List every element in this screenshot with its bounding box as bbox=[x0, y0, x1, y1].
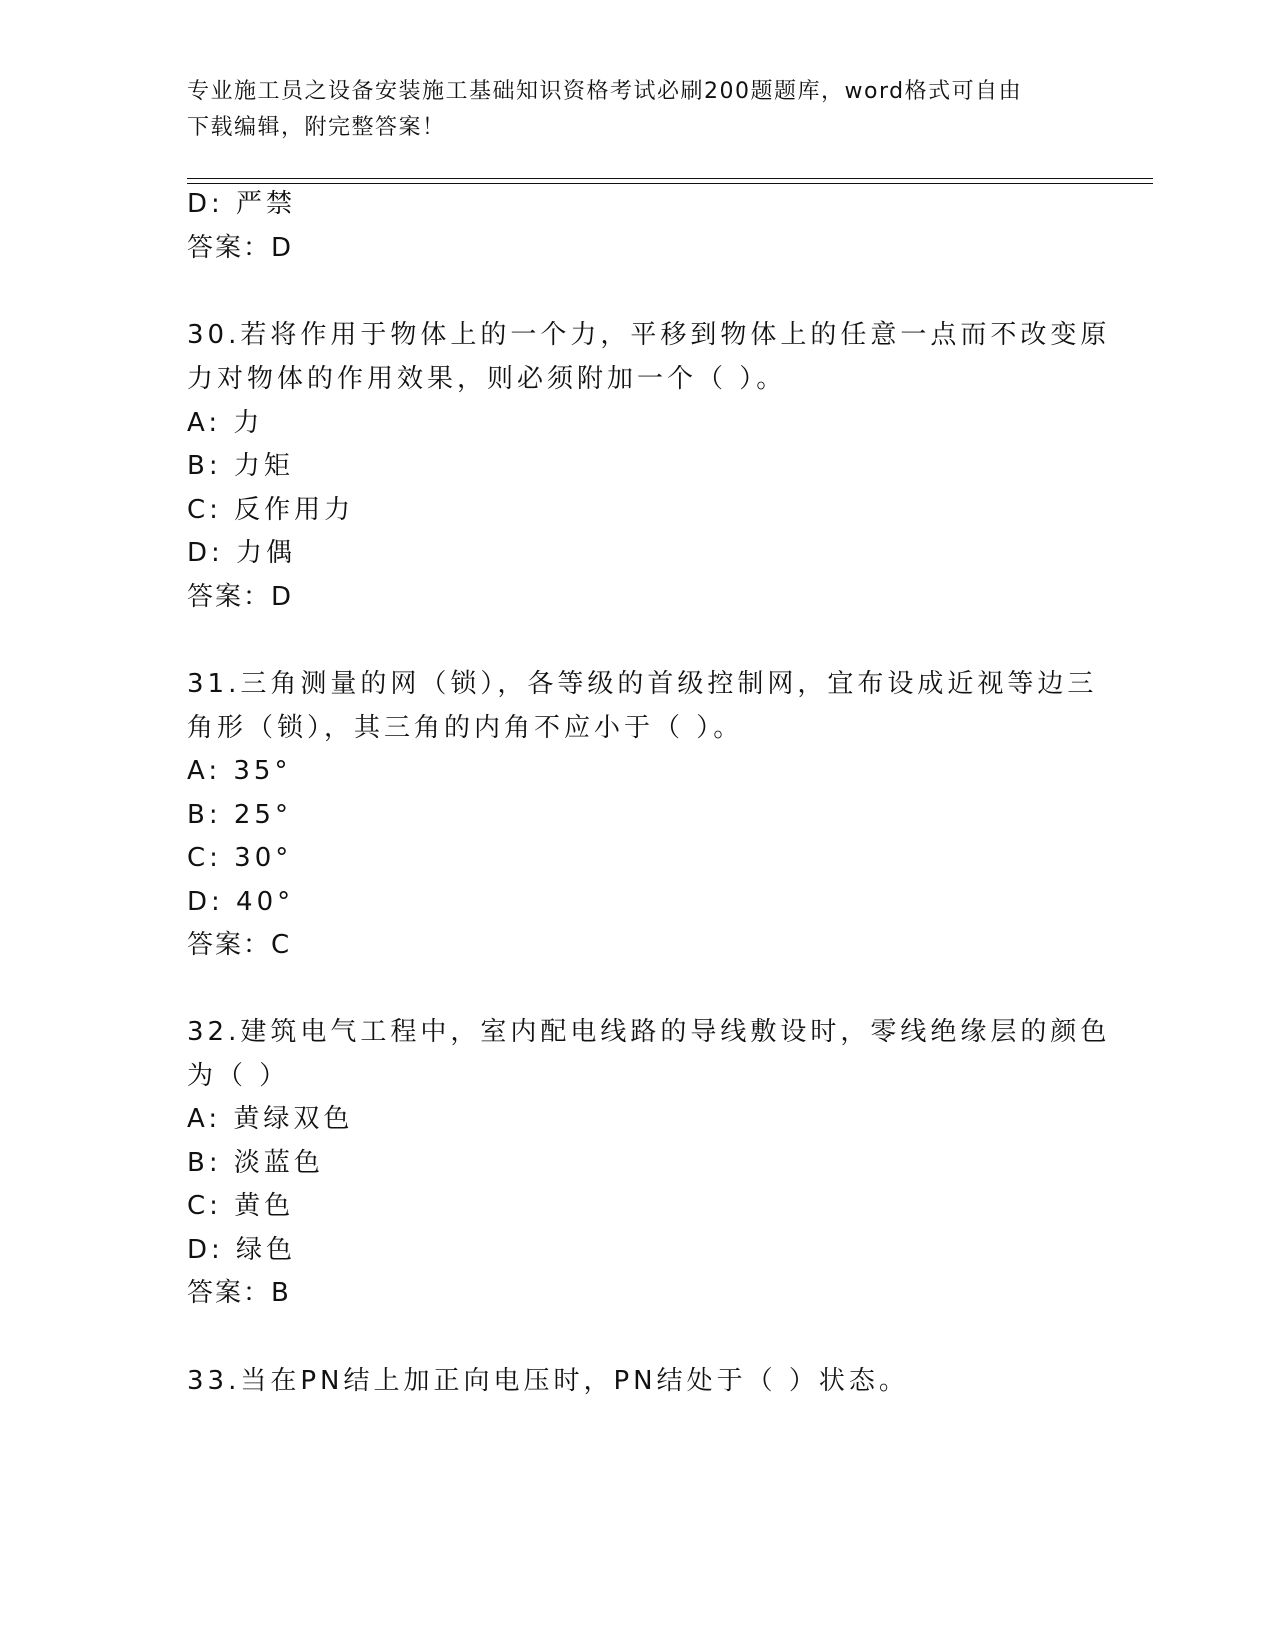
option-d: D: 40° bbox=[187, 887, 295, 917]
document-header bbox=[187, 74, 1067, 146]
question-stem-line-2: 为（ ） bbox=[187, 1061, 290, 1091]
option-a: A: 黄绿双色 bbox=[187, 1104, 354, 1134]
option-b: B: 淡蓝色 bbox=[187, 1148, 324, 1178]
question-answer: 答案：C bbox=[187, 930, 292, 960]
question-stem-line-1: 31.三角测量的网（锁），各等级的首级控制网，宜布设成近视等边三 bbox=[187, 669, 1098, 699]
option-b: B: 25° bbox=[187, 800, 292, 830]
question-answer: 答案：D bbox=[187, 582, 294, 612]
option-c: C: 黄色 bbox=[187, 1191, 295, 1221]
question-stem-line-1: 33.当在PN结上加正向电压时，PN结处于（ ）状态。 bbox=[187, 1366, 909, 1396]
header-title-line-2: 下载编辑，附完整答案！ bbox=[187, 115, 446, 140]
prev-question-answer: 答案：D bbox=[187, 233, 294, 263]
option-a: A: 力 bbox=[187, 408, 264, 438]
question-stem-line-2: 角形（锁），其三角的内角不应小于（ ）。 bbox=[187, 713, 744, 743]
prev-question-option-d: D: 严禁 bbox=[187, 189, 297, 219]
option-c: C: 30° bbox=[187, 843, 293, 873]
option-d: D: 绿色 bbox=[187, 1235, 297, 1265]
question-answer: 答案：B bbox=[187, 1278, 291, 1308]
option-c: C: 反作用力 bbox=[187, 495, 355, 525]
question-stem-line-1: 30.若将作用于物体上的一个力，平移到物体上的任意一点而不改变原 bbox=[187, 320, 1111, 350]
option-a: A: 35° bbox=[187, 756, 292, 786]
option-b: B: 力矩 bbox=[187, 451, 294, 481]
question-stem-line-1: 32.建筑电气工程中，室内配电线路的导线敷设时，零线绝缘层的颜色 bbox=[187, 1017, 1111, 1047]
question-stem-line-2: 力对物体的作用效果，则必须附加一个（ ）。 bbox=[187, 364, 787, 394]
header-title-line-1: 专业施工员之设备安装施工基础知识资格考试必刷200题题库，word格式可自由 bbox=[187, 79, 1023, 104]
header-divider-bottom bbox=[187, 183, 1153, 184]
header-divider-top bbox=[187, 178, 1153, 179]
option-d: D: 力偶 bbox=[187, 538, 297, 568]
